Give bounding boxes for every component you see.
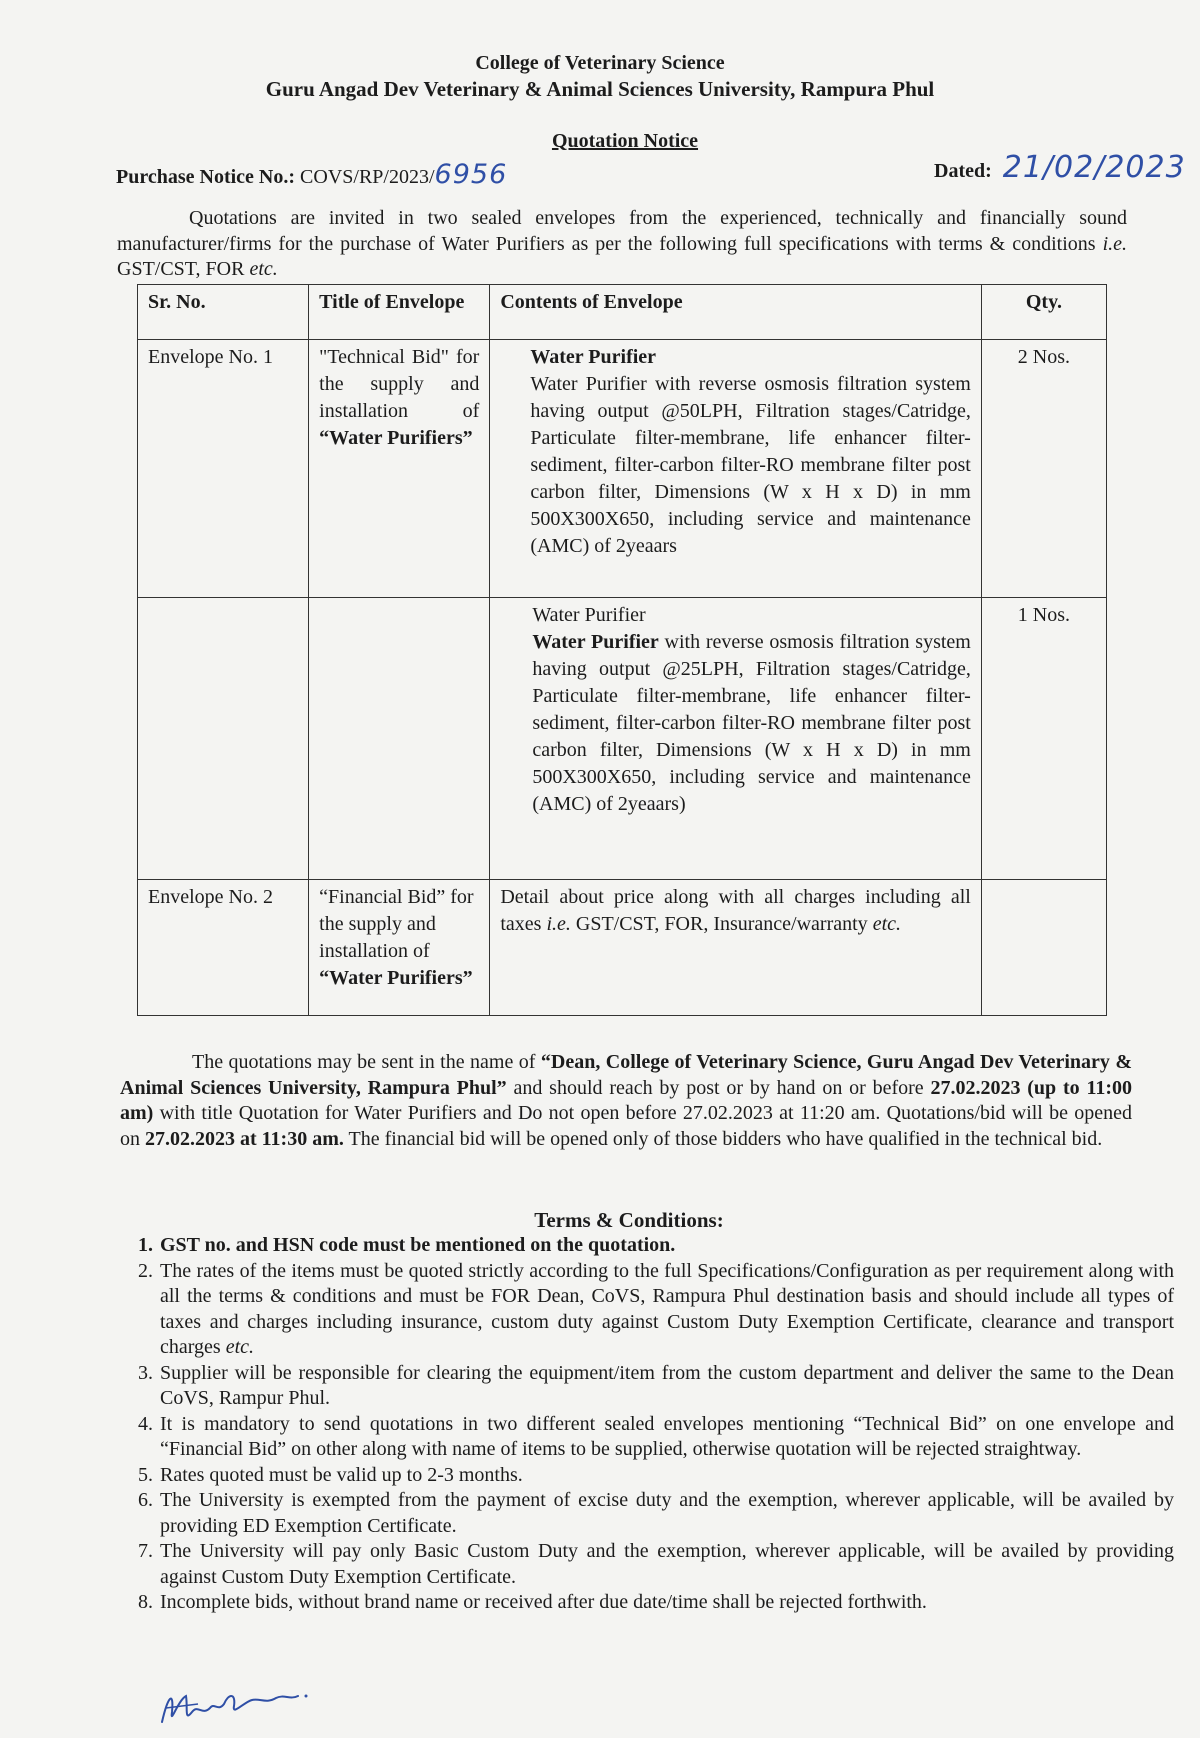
- purchase-notice-prefix: COVS/RP/2023/: [300, 166, 435, 188]
- college-name: College of Veterinary Science: [475, 52, 725, 74]
- list-item: 8. Incomplete bids, without brand name or received after due date/time shall be rejected forthwith.: [158, 1590, 1174, 1616]
- term-etc: etc.: [225, 1336, 255, 1358]
- purchase-notice-label: Purchase Notice No.:: [116, 166, 296, 188]
- cell-title: [309, 340, 490, 598]
- cell-sr-no: [138, 598, 309, 880]
- contents-text-b: GST/CST, FOR, Insurance/warranty: [570, 913, 873, 935]
- dated-field: [934, 150, 1186, 185]
- cell-qty: [981, 880, 1106, 1016]
- list-item: 6. The University is exempted from the payment of excise duty and the exemption, wherever applicable, will be availed by providing ED Exemption Certificate.: [158, 1488, 1174, 1539]
- notice-title: Quotation Notice: [551, 130, 699, 152]
- list-item: 7. The University will pay only Basic Custom Duty and the exemption, wherever applicable, will be availed by providing against Custom Duty Exemption Certificate.: [158, 1539, 1174, 1590]
- purchase-notice-number: [116, 159, 507, 190]
- para-addressee: “Dean, College of Veterinary Science, Guru Angad Dev Veterinary & Animal Sciences University, Rampura Phul”: [120, 1051, 1132, 1099]
- specification-table: [137, 284, 1107, 1016]
- item-description: with reverse osmosis filtration system having output @25LPH, Filtration stages/Catridge, Particulate filter-membrane, life enhancer filter-sediment, filter-carbon filter-RO membrane filter post carbon filter, Dimensions (W x H x D) in mm 500X300X650, including service and maintenance (AMC) of 2yeaars): [532, 631, 971, 815]
- title-bold: “Water Purifiers”: [319, 427, 473, 449]
- cell-contents: [490, 340, 982, 598]
- cell-qty: 1 Nos.: [981, 598, 1106, 880]
- intro-paragraph: [117, 206, 1127, 283]
- table-row: [138, 880, 1107, 1016]
- header-title-of-envelope: Title of Envelope: [309, 285, 490, 340]
- para-text-g: The financial bid will be opened only of those bidders who have qualified in the technical bid.: [343, 1127, 1103, 1150]
- header-contents: Contents of Envelope: [490, 285, 982, 340]
- list-item: 1. GST no. and HSN code must be mentioned on the quotation.: [158, 1233, 1174, 1259]
- term-text: The rates of the items must be quoted strictly according to the full Specifications/Configuration as per requirement along with all the terms & conditions and must be FOR Dean, CoVS, Rampura Phul destination basis and should include all types of taxes and charges including insurance, custom duty against Custom Duty Exemption Certificate, clearance and transport charges: [160, 1259, 1174, 1358]
- table-row: [138, 598, 1107, 880]
- intro-etc: etc.: [249, 258, 278, 280]
- contents-ie: i.e.: [546, 913, 571, 935]
- para-deadline: 27.02.2023 (up to 11:00 am): [120, 1076, 1133, 1124]
- table-header-row: [138, 285, 1107, 340]
- title-text: "Technical Bid" for the supply and installation of: [319, 346, 480, 422]
- cell-title: [309, 598, 490, 880]
- list-item: [158, 1259, 1174, 1361]
- handwritten-date: 21/02/2023: [1002, 150, 1186, 185]
- cell-contents: [490, 880, 982, 1016]
- item-heading: Water Purifier: [530, 346, 657, 368]
- header-sr-no: Sr. No.: [138, 285, 309, 340]
- terms-list: [118, 1233, 1174, 1616]
- para-text-c: and should reach by post or by hand on or before: [506, 1076, 931, 1099]
- title-bold: “Water Purifiers”: [319, 967, 473, 989]
- table-row: [138, 340, 1107, 598]
- cell-contents: [490, 598, 982, 880]
- header-qty: Qty.: [981, 285, 1106, 340]
- item-bold-lead: Water Purifier: [532, 631, 659, 653]
- dated-label: Dated:: [934, 160, 992, 182]
- para-text-a: The quotations may be sent in the name of: [192, 1051, 541, 1073]
- cell-qty: 2 Nos.: [981, 340, 1106, 598]
- cell-sr-no: Envelope No. 1: [138, 340, 309, 598]
- terms-heading: Terms & Conditions:: [534, 1208, 724, 1232]
- list-item: 5. Rates quoted must be valid up to 2-3 months.: [158, 1463, 1174, 1489]
- list-item: 4. It is mandatory to send quotations in two different sealed envelopes mentioning “Technical Bid” on one envelope and “Financial Bid” on other along with name of items to be supplied, otherwise quotation will be rejected straightway.: [158, 1412, 1174, 1463]
- handwritten-notice-number: 6956: [434, 159, 508, 190]
- para-text-e: with title Quotation for Water Purifiers and Do not open before 27.02.2023 at 11:20 am. Quotations/bid will be opened on: [120, 1102, 1132, 1150]
- university-name: Guru Angad Dev Veterinary & Animal Sciences University, Rampura Phul: [265, 77, 935, 101]
- intro-ie: i.e.: [1102, 232, 1127, 255]
- list-item: 3. Supplier will be responsible for clearing the equipment/item from the custom department and deliver the same to the Dean CoVS, Rampur Phul.: [158, 1361, 1174, 1412]
- contents-etc: etc.: [872, 913, 901, 935]
- para-opening-time: 27.02.2023 at 11:30 am.: [145, 1127, 344, 1150]
- cell-title: [309, 880, 490, 1016]
- intro-text-a: Quotations are invited in two sealed envelopes from the experienced, technically and financially sound manufacturer/firms for the purchase of Water Purifiers as per the following full specifications with terms & conditions: [117, 207, 1127, 255]
- item-description: Water Purifier with reverse osmosis filtration system having output @50LPH, Filtration stages/Catridge, Particulate filter-membrane, life enhancer filter-sediment, filter-carbon filter-RO membrane filter post carbon filter, Dimensions (W x H x D) in mm 500X300X650, including service and maintenance (AMC) of 2yeaars: [530, 373, 971, 557]
- signature-icon: [158, 1682, 318, 1732]
- handwritten-signature: [158, 1682, 318, 1737]
- item-heading: Water Purifier: [532, 604, 646, 626]
- cell-sr-no: Envelope No. 2: [138, 880, 309, 1016]
- submission-paragraph: [120, 1050, 1132, 1152]
- contents-text-a: Detail about price along with all charges including all taxes: [500, 886, 971, 935]
- title-text: “Financial Bid” for the supply and installation of: [319, 886, 474, 962]
- intro-text-b: GST/CST, FOR: [117, 258, 250, 280]
